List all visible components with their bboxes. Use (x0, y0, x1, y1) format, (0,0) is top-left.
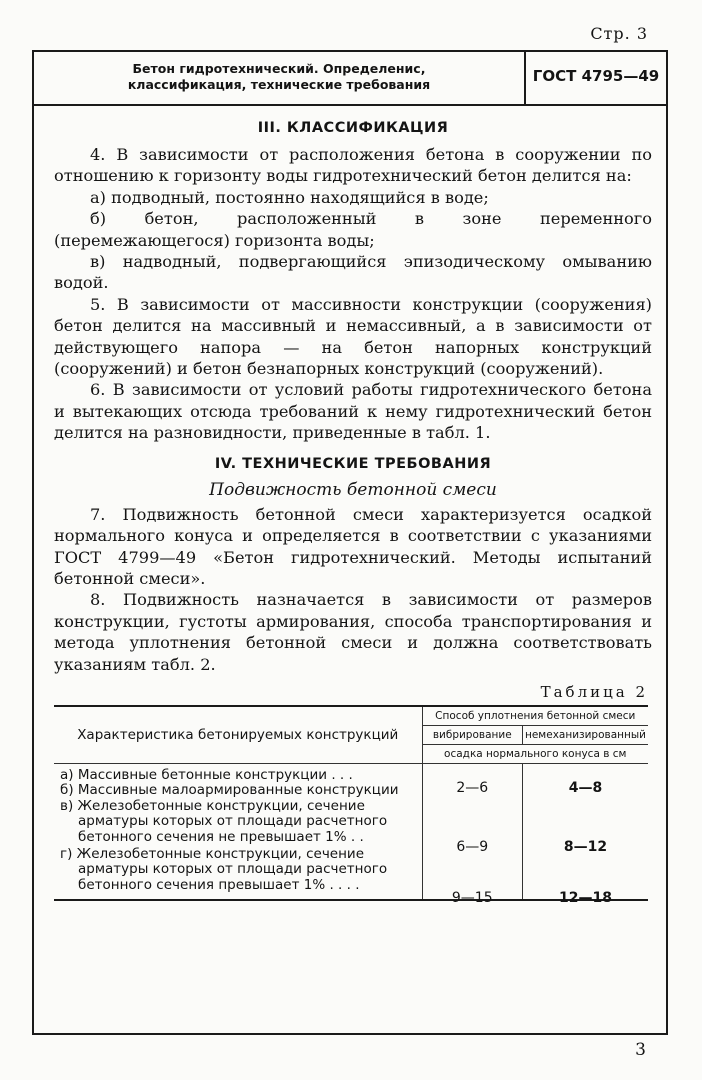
section-4-subheading: Подвижность бетонной смеси (209, 479, 497, 500)
table-header-vibration: вибрирование (422, 725, 522, 744)
table-header-nonmech: немеханизированный (522, 725, 648, 744)
document-header (34, 50, 666, 106)
table-header-characteristic: Характеристика бетонируемых конструкций (54, 706, 422, 764)
document-title-line-1: Бетон гидротехнический. Определенис, (132, 61, 426, 76)
value-nonmech-d: 12—18 (559, 889, 612, 906)
section-4-heading: IV. ТЕХНИЧЕСКИЕ ТРЕБОВАНИЯ (214, 455, 492, 472)
value-vibration-d: 9—15 (451, 889, 493, 906)
document-title (34, 52, 526, 104)
paragraph-7: 7. Подвижность бетонной смеси характеризуется осадкой нормального конуса и определяется в соответствии с указаниями ГОСТ 4799—49 «Бетон гидротехнический. Методы испытаний бетонной смеси». (54, 504, 652, 588)
value-nonmech-c: 8—12 (563, 838, 608, 855)
table-row-b: б) Массивные малоармированные конструкции (60, 782, 399, 799)
paragraph-8: 8. Подвижность назначается в зависимости от размеров конструкции, густоты армирования, способа транспортирования и метода уплотнения бетонной смеси и должна соответствовать указаниям табл. 2. (54, 590, 652, 674)
paragraph-4b: б) бетон, расположенный в зоне переменного (перемежающегося) горизонта воды; (54, 209, 652, 250)
table-header-slump: осадка нормального конуса в см (422, 744, 648, 763)
document-body (54, 114, 652, 906)
table-row-d: г) Железобетонные конструкции, сечение арматуры которых от площади расчетного бетонного сечения превышает 1% . . . . (60, 845, 388, 893)
table-col-vibration (422, 763, 522, 906)
paragraph-4c: в) надводный, подвергающийся эпизодическому омыванию водой. (54, 252, 652, 293)
table-2 (54, 705, 648, 906)
section-3-heading: III. КЛАССИФИКАЦИЯ (257, 120, 449, 136)
table-row-c: в) Железобетонные конструкции, сечение арматуры которых от площади расчетного бетонного сечения не превышает 1% . . (60, 797, 388, 845)
page-number-top: Стр. 3 (590, 24, 648, 43)
standard-code: ГОСТ 4795—49 (532, 67, 660, 85)
value-vibration-ab: 2—6 (456, 779, 489, 796)
table-header-method: Способ уплотнения бетонной смеси (422, 706, 648, 726)
page-frame (32, 50, 668, 1035)
paragraph-5: 5. В зависимости от массивности конструкции (сооружения) бетон делится на массивный и немассивный, а в зависимости от действующего напора — на бетон напорных конструкций (сооружений) и бетон безнапорных конструкций (сооружений). (54, 294, 652, 379)
value-nonmech-ab: 4—8 (568, 779, 603, 796)
paragraph-6: 6. В зависимости от условий работы гидротехнического бетона и вытекающих отсюда требований к нему гидротехнический бетон делится на разновидности, приведенные в табл. 1. (54, 380, 652, 443)
table-col-nonmech (522, 763, 648, 906)
paragraph-4a: а) подводный, постоянно находящийся в воде; (90, 187, 489, 207)
document-title-line-2: классификация, технические требования (127, 77, 431, 92)
page-number-bottom: 3 (635, 1040, 646, 1060)
table-row-a: а) Массивные бетонные конструкции . . . (60, 766, 353, 783)
paragraph-4: 4. В зависимости от расположения бетона в сооружении по отношению к горизонту воды гидротехнический бетон делится на: (54, 145, 652, 186)
table-caption: Таблица 2 (540, 682, 648, 701)
table-row-labels (54, 763, 422, 900)
value-vibration-c: 6—9 (456, 838, 489, 855)
